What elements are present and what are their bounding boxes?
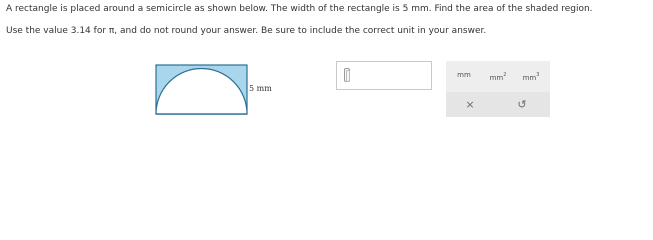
width-dimension-label: 5 mm xyxy=(249,84,272,93)
problem-text: A rectangle is placed around a semicircle as shown below. The width of the rectangle is 5 mm. Find the area of the shaded region. xyxy=(6,4,593,14)
instruction-text: Use the value 3.14 for π, and do not round your answer. Be sure to include the correct unit in your answer. xyxy=(6,26,487,36)
unit-mm3-button[interactable] xyxy=(517,66,545,84)
answer-input[interactable] xyxy=(344,68,350,82)
unit-mm2-button[interactable] xyxy=(484,66,512,84)
undo-button[interactable] xyxy=(502,92,542,117)
unit-mm3-exponent: 3 xyxy=(536,72,540,78)
unit-mm2-exponent: 2 xyxy=(503,72,507,78)
answer-box[interactable] xyxy=(336,61,432,90)
unit-row xyxy=(446,66,550,84)
unit-mm3-base: mm xyxy=(522,74,537,82)
action-row xyxy=(446,92,550,117)
clear-button[interactable] xyxy=(450,92,490,117)
undo-icon: ↺ xyxy=(517,98,527,111)
close-icon: × xyxy=(465,98,475,111)
unit-tool-panel xyxy=(446,61,550,117)
figure-diagram xyxy=(155,64,251,116)
unit-mm-label: mm xyxy=(457,71,471,79)
unit-mm2-base: mm xyxy=(489,74,504,82)
unit-mm-button[interactable] xyxy=(450,66,478,84)
semicircle-rectangle-figure xyxy=(155,64,275,116)
